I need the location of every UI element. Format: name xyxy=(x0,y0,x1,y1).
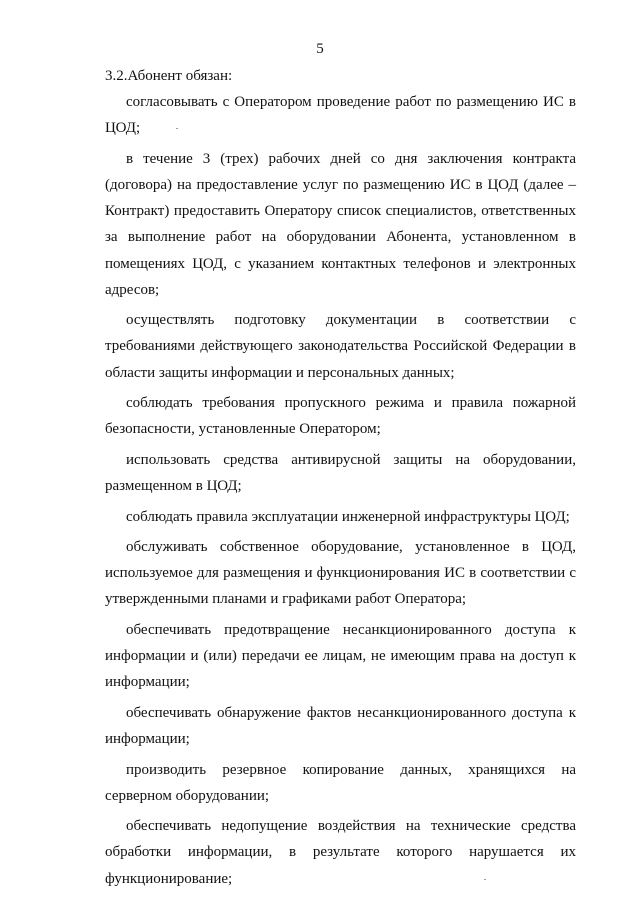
obligation-paragraph: осуществлять подготовку документации в соответствии с требованиями действующего законодательства Российской Федерации в области защиты информации и персональных данных; xyxy=(105,312,576,381)
obligation-paragraph: обеспечивать недопущение воздействия на технические средства обработки информации, в результате которого нарушается их функционирование; xyxy=(105,818,576,887)
obligation-paragraph: согласовывать с Оператором проведение работ по размещению ИС в ЦОД; xyxy=(105,94,576,137)
obligation-paragraph: обслуживать собственное оборудование, установленное в ЦОД, используемое для размещения и функционирования ИС в соответствии с утвержденными планами и графиками работ Оператора; xyxy=(105,539,576,608)
obligation-paragraph: производить резервное копирование данных, хранящихся на серверном оборудовании; xyxy=(105,761,576,804)
obligation-paragraph: использовать средства антивирусной защиты на оборудовании, размещенном в ЦОД; xyxy=(105,451,576,495)
obligation-paragraph: обеспечивать предотвращение несанкционированного доступа к информации и (или) передачи ее лицам, не имеющим права на доступ к информации; xyxy=(105,621,576,691)
obligation-paragraph: соблюдать правила эксплуатации инженерной инфраструктуры ЦОД; xyxy=(126,508,570,525)
obligation-paragraph: обеспечивать обнаружение фактов несанкционированного доступа к информации; xyxy=(105,704,576,748)
obligations-list xyxy=(105,89,576,896)
obligation-paragraph: в течение 3 (трех) рабочих дней со дня заключения контракта (договора) на предоставление услуг по размещению ИС в ЦОД (далее – Контракт) предоставить Оператору список специалистов, ответственных за выполнение работ на оборудовании Абонента, установленном в помещениях ЦОД, с указанием контактных телефонов и электронных адресов; xyxy=(105,150,576,298)
section-heading: 3.2.Абонент обязан: xyxy=(105,68,233,84)
page-number: 5 xyxy=(316,41,324,57)
obligation-paragraph: соблюдать требования пропускного режима и правила пожарной безопасности, установленные Оператором; xyxy=(105,395,576,438)
scan-speck xyxy=(484,879,486,880)
scan-speck xyxy=(176,128,178,129)
